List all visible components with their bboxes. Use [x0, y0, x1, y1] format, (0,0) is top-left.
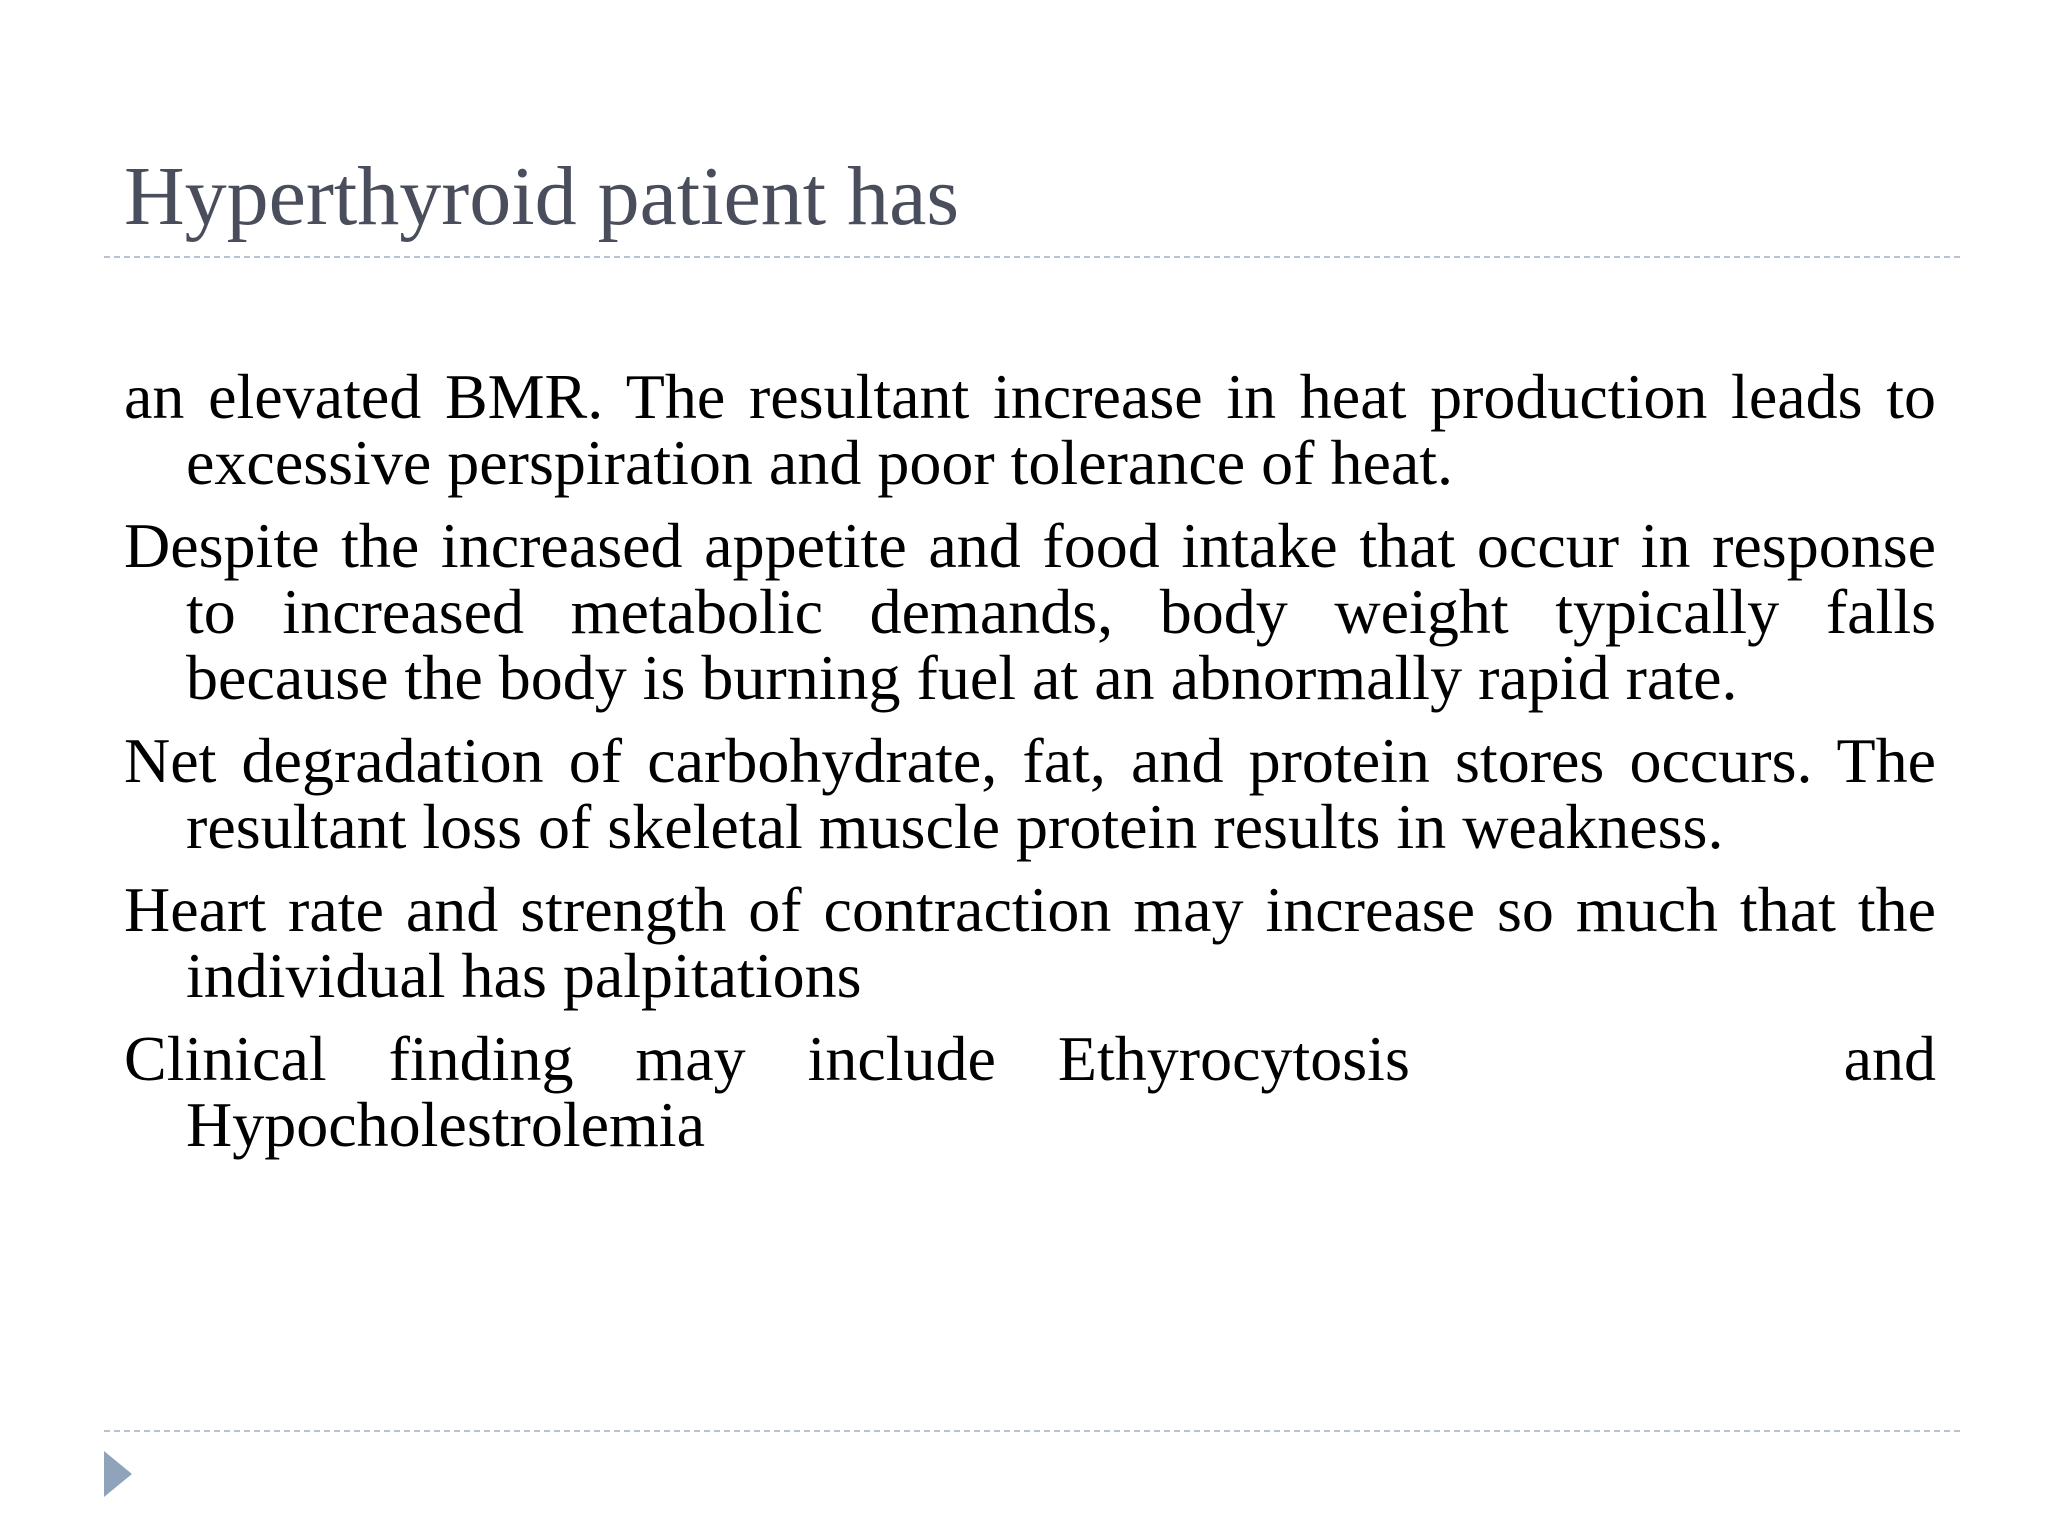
- slide-body: [124, 361, 1936, 1175]
- paragraph-weight: Despite the increased appetite and food intake that occur in response to increased metabolic demands, body weight typically falls because the body is burning fuel at an abnormally rapid rate.: [124, 510, 1936, 713]
- title-divider: [104, 256, 1960, 258]
- slide-title: Hyperthyroid patient has: [124, 150, 960, 243]
- paragraph-bmr: an elevated BMR. The resultant increase in heat production leads to excessive perspiration and poor tolerance of heat.: [124, 361, 1936, 498]
- paragraph-heart-rate: Heart rate and strength of contraction may increase so much that the individual has palpitations: [124, 874, 1936, 1011]
- triangle-right-icon: [104, 1451, 132, 1497]
- paragraph-clinical-finding: Clinical finding may include Ethyrocytosis and Hypocholestrolemia: [124, 1023, 1936, 1160]
- paragraph-degradation: Net degradation of carbohydrate, fat, and protein stores occurs. The resultant loss of skeletal muscle protein results in weakness.: [124, 725, 1936, 862]
- footer-divider: [104, 1430, 1960, 1432]
